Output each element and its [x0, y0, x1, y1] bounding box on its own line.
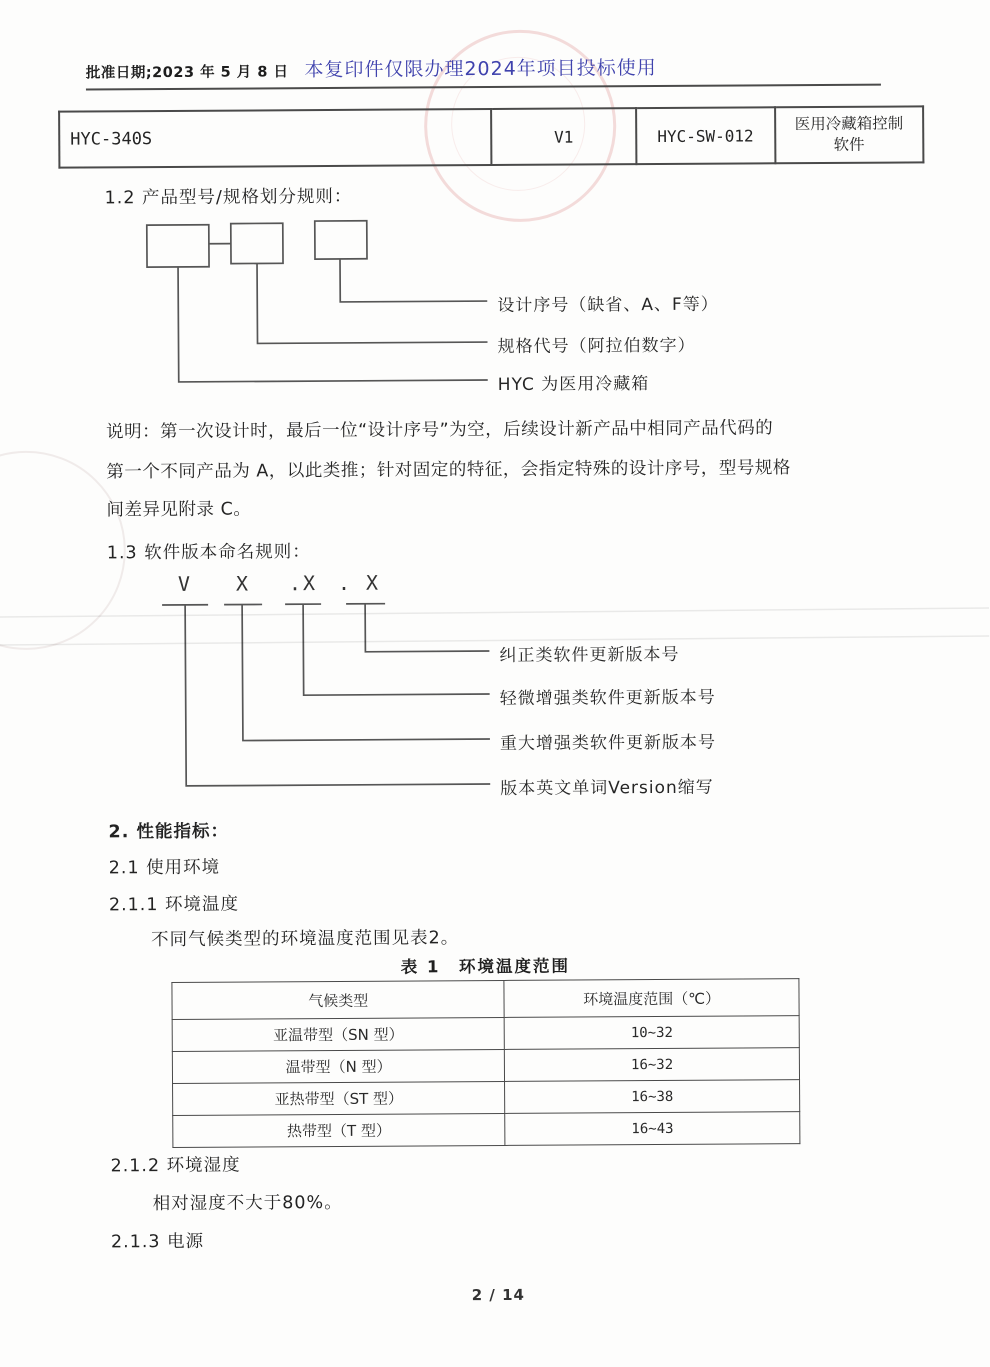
- section-1-3-heading: 1.3 软件版本命名规则：: [107, 538, 311, 564]
- climate-cell: 温带型（N 型）: [172, 1049, 504, 1083]
- minor-enhancement-label: 轻微增强类软件更新版本号: [500, 683, 716, 709]
- version-token-x3: . X: [338, 571, 380, 595]
- table-row: [173, 1080, 800, 1116]
- model-box-2: [231, 223, 283, 263]
- section-2-1-3-heading: 2.1.3 电源: [111, 1228, 204, 1254]
- climate-cell: 亚热带型（ST 型）: [173, 1081, 505, 1115]
- section-2-1-1-heading: 2.1.1 环境温度: [109, 891, 239, 917]
- ambient-temp-intro-text: 不同气候类型的环境温度范围见表2。: [151, 924, 459, 951]
- corrective-update-label: 纠正类软件更新版本号: [499, 640, 679, 666]
- scan-fold-lines: [0, 608, 989, 645]
- range-cell: 16~38: [505, 1080, 800, 1114]
- temp-table-title: 表 1 环境温度范围: [171, 951, 799, 979]
- page-number: 2 / 14: [3, 1283, 990, 1307]
- hyc-meaning-label: HYC 为医用冷藏箱: [498, 369, 650, 395]
- model-box-3: [315, 221, 367, 259]
- page-header: [86, 52, 881, 91]
- software-name-line2: 软件: [777, 134, 921, 156]
- note-line-2: 第一个不同产品为 A，以此类推；针对固定的特征，会指定特殊的设计序号，型号规格: [106, 453, 916, 483]
- table-header-row: [172, 979, 799, 1020]
- range-cell: 16~32: [505, 1048, 800, 1082]
- version-token-x2: .X: [289, 571, 317, 595]
- table-row: [59, 106, 923, 167]
- range-cell: 10~32: [504, 1016, 799, 1050]
- table-row: [173, 1112, 800, 1148]
- copy-restriction-notice: 本复印件仅限办理2024年项目投标使用: [304, 53, 657, 82]
- climate-type-header: 气候类型: [172, 980, 505, 1019]
- section-1-2-heading: 1.2 产品型号/规格划分规则：: [105, 183, 353, 210]
- climate-cell: 亚温带型（SN 型）: [172, 1017, 504, 1051]
- section-2-1-2-heading: 2.1.2 环境湿度: [110, 1152, 240, 1178]
- software-name-line1: 医用冷藏箱控制: [777, 113, 921, 135]
- ambient-temp-table: [171, 978, 800, 1148]
- version-cell: V1: [491, 108, 636, 165]
- version-token-v: V: [178, 572, 192, 596]
- table-row: [172, 1016, 799, 1052]
- humidity-text: 相对湿度不大于80%。: [153, 1189, 343, 1215]
- note-line-1: 说明：第一次设计时，最后一位“设计序号”为空，后续设计新产品中相同产品代码的: [106, 413, 916, 443]
- version-abbr-label: 版本英文单词Version缩写: [500, 773, 714, 799]
- version-token-x1: X: [236, 571, 250, 595]
- temp-range-header: 环境温度范围（℃）: [504, 979, 799, 1018]
- approval-date-text: 批准日期;2023 年 5 月 8 日: [86, 60, 289, 82]
- design-serial-label: 设计序号（缺省、A、F等）: [497, 290, 719, 316]
- spec-code-label: 规格代号（阿拉伯数字）: [497, 331, 695, 357]
- section-2-1-heading: 2.1 使用环境: [109, 854, 221, 880]
- range-cell: 16~43: [505, 1112, 800, 1146]
- software-code-cell: HYC-SW-012: [636, 107, 775, 164]
- section-2-heading: 2. 性能指标：: [108, 818, 229, 844]
- climate-cell: 热带型（T 型）: [173, 1113, 505, 1147]
- doc-info-table: [58, 105, 924, 168]
- major-enhancement-label: 重大增强类软件更新版本号: [500, 728, 716, 754]
- model-box-1: [147, 225, 209, 267]
- table-row: [172, 1048, 799, 1084]
- model-cell: HYC-340S: [59, 109, 491, 168]
- note-line-3: 间差异见附录 C。: [106, 491, 916, 521]
- software-name-cell: [775, 106, 924, 163]
